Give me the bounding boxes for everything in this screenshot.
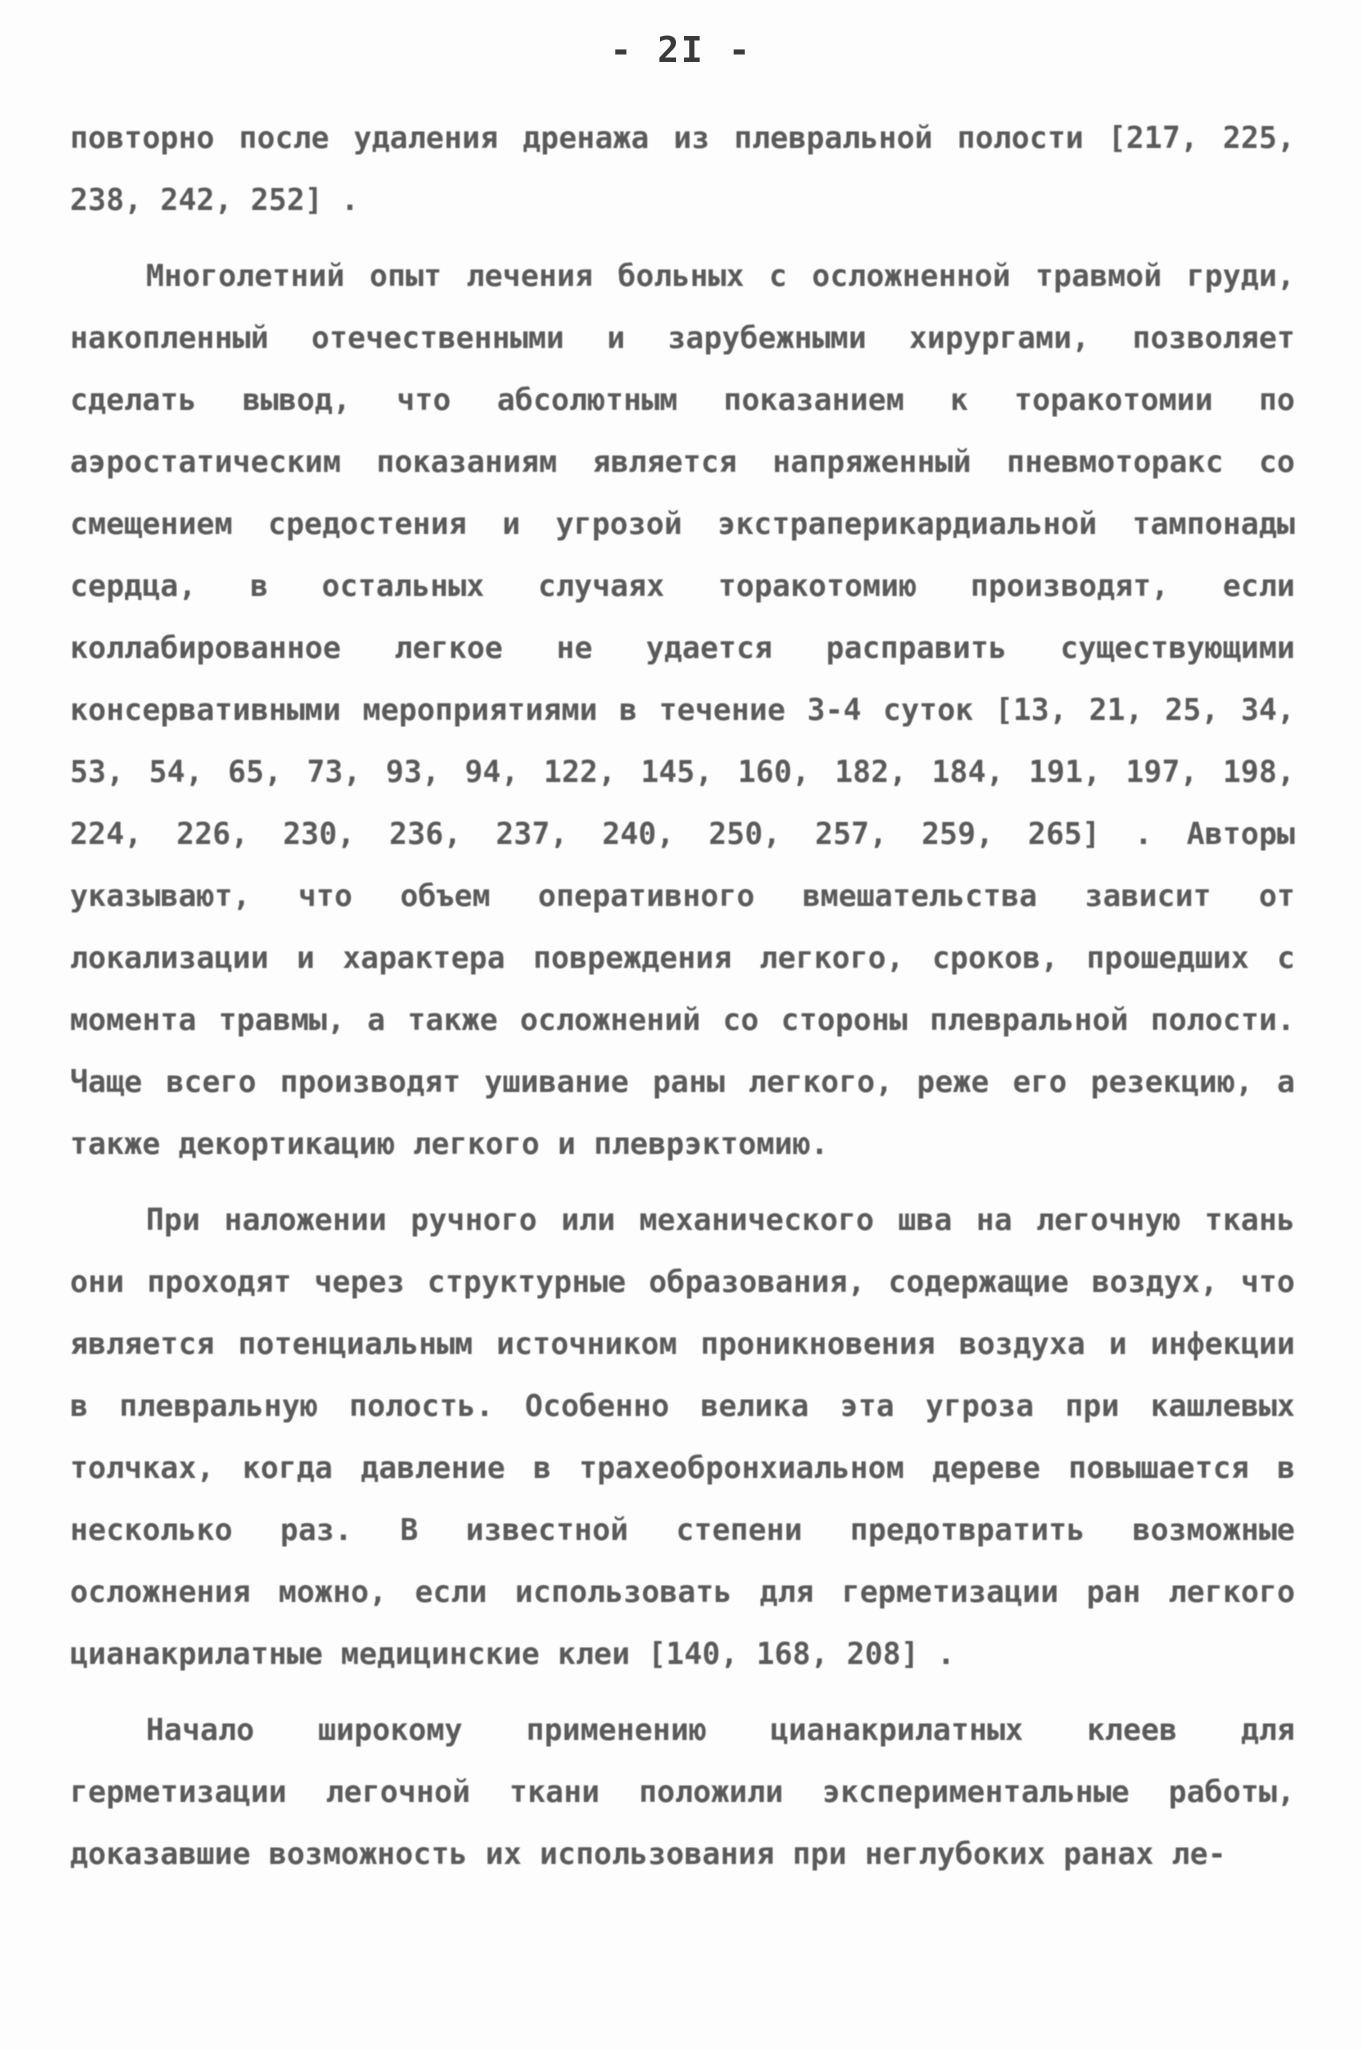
paragraph-suture-risks: При наложении ручного или механического шва на легочную ткань они проходят через структурные образования, содержащие воздух, что является потенциальным источником проникновения воздуха и инфекции в плевральную полость. Особенно велика эта угроза при кашлевых толчках, когда давление в трахеобронхиальном дереве повышается в несколько раз. В известной степени предотвратить возможные осложнения можно, если использовать для герметизации ран легкого цианакрилатные медицинские клеи [140, 168, 208] .: [70, 1203, 1295, 1672]
paragraph-gap: [70, 1176, 1295, 1190]
paragraph-gap: [70, 232, 1295, 246]
page-number: - 2I -: [609, 30, 753, 71]
paragraph-thoracotomy-indications: Многолетний опыт лечения больных с осложненной травмой груди, накопленный отечественными и зарубежными хирургами, позволяет сделать вывод, что абсолютным показанием к торакотомии по аэростатическим показаниям является напряженный пневмоторакс со смещением средостения и угрозой экстраперикардиальной тампонады сердца, в остальных случаях торакотомию производят, если коллабированное легкое не удается расправить существующими консервативными мероприятиями в течение 3-4 суток [13, 21, 25, 34, 53, 54, 65, 73, 93, 94, 122, 145, 160, 182, 184, 191, 197, 198, 224, 226, 230, 236, 237, 240, 250, 257, 259, 265] . Авторы указывают, что объем оперативного вмешательства зависит от локализации и характера повреждения легкого, сроков, прошедших с момента травмы, а также осложнений со стороны плевральной полости. Чаще всего производят ушивание раны легкого, реже его резекцию, а также декортикацию легкого и плеврэктомию.: [70, 259, 1295, 1162]
body-text: [70, 108, 1295, 1886]
paragraph-cyanoacrylate-glues: Начало широкому применению цианакрилатных клеев для герметизации легочной ткани положили экспериментальные работы, доказавшие возможность их использования при неглубоких ранах ле-: [70, 1713, 1295, 1872]
paragraph-continuation: повторно после удаления дренажа из плевральной полости [217, 225, 238, 242, 252] .: [70, 121, 1295, 218]
paragraph-gap: [70, 1686, 1295, 1700]
